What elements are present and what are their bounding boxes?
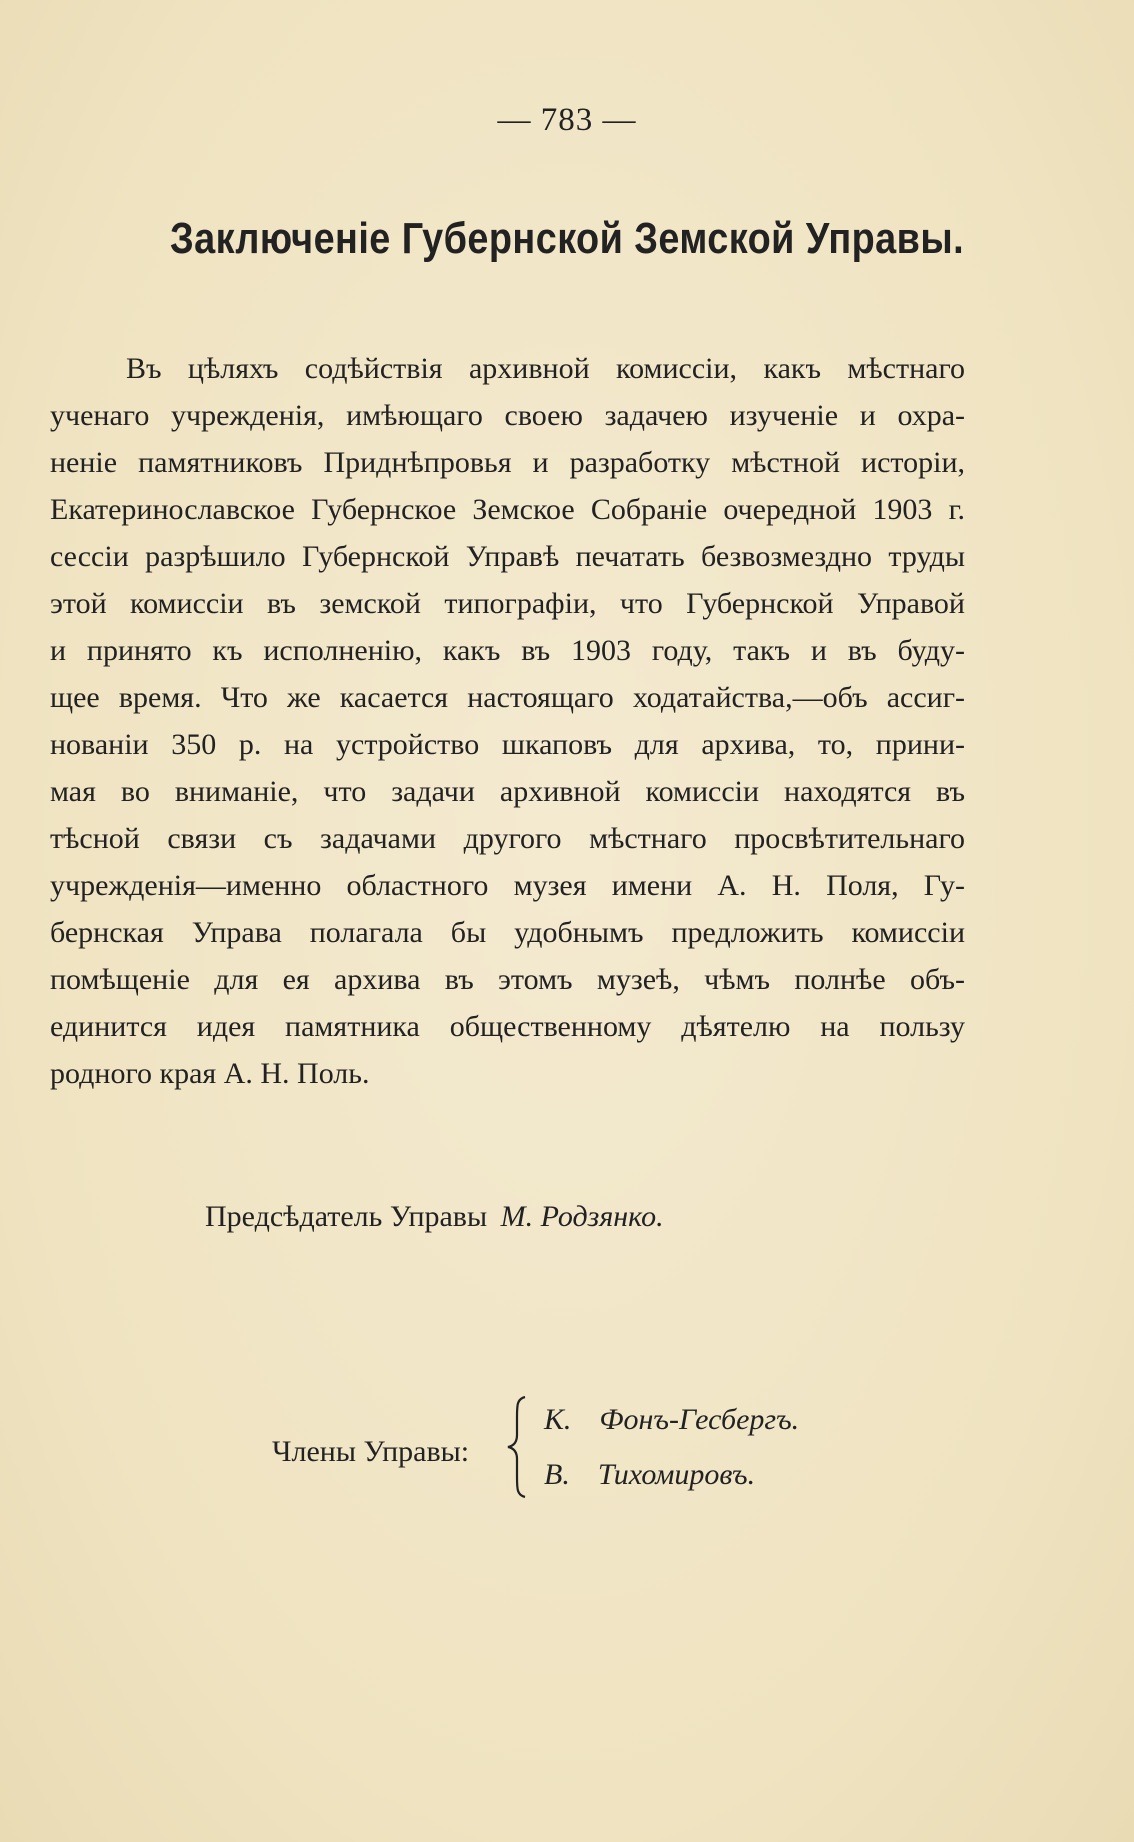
text-line: учрежденія—именно областного музея имени А. Н. Поля, Гу-	[50, 869, 965, 902]
curly-brace-icon	[505, 1395, 531, 1499]
chairman-signature-line	[205, 1200, 664, 1234]
text-line: бернская Управа полагала бы удобнымъ предложить комиссіи	[50, 916, 965, 949]
member-surname: Тихомировъ.	[597, 1458, 756, 1491]
text-line: помѣщеніе для ея архива въ этомъ музеѣ, чѣмъ полнѣе объ-	[50, 963, 965, 996]
text-line: этой комиссіи въ земской типографіи, что Губернской Управой	[50, 587, 965, 620]
text-line: Екатеринославское Губернское Земское Собраніе очередной 1903 г.	[50, 493, 965, 526]
member-initial: К.	[544, 1403, 572, 1436]
text-line: неніе памятниковъ Приднѣпровья и разработку мѣстной исторіи,	[50, 446, 965, 479]
page-title: Заключеніе Губернской Земской Управы.	[169, 214, 965, 263]
text-line: нованіи 350 р. на устройство шкаповъ для архива, то, прини-	[50, 728, 965, 761]
page-number: — 783 —	[497, 102, 637, 138]
chairman-name: М. Родзянко.	[500, 1200, 664, 1233]
member-surname: Фонъ-Гесбергъ.	[599, 1403, 800, 1436]
chairman-label: Предсѣдатель Управы	[205, 1200, 488, 1233]
members-label: Члены Управы:	[272, 1435, 470, 1468]
text-line: сессіи разрѣшило Губернской Управѣ печатать безвозмездно труды	[50, 540, 965, 573]
text-line: Въ цѣляхъ содѣйствія архивной комиссіи, какъ мѣстнаго	[126, 352, 965, 385]
member-name	[544, 1450, 799, 1505]
text-line: щее время. Что же касается настоящаго ходатайства,—объ ассиг-	[50, 681, 965, 714]
text-line: тѣсной связи съ задачами другого мѣстнаго просвѣтительнаго	[50, 822, 965, 855]
text-line: ученаго учрежденія, имѣющаго своею задачею изученіе и охра-	[50, 399, 965, 432]
body-paragraph	[50, 345, 965, 1097]
text-line: единится идея памятника общественному дѣятелю на пользу	[50, 1010, 965, 1043]
text-line: родного края А. Н. Поль.	[50, 1057, 370, 1090]
text-line: и принято къ исполненію, какъ въ 1903 году, такъ и въ буду-	[50, 634, 965, 667]
text-line: мая во вниманіе, что задачи архивной комиссіи находятся въ	[50, 775, 965, 808]
members-names	[544, 1395, 799, 1505]
member-name	[544, 1395, 799, 1450]
member-initial: В.	[544, 1458, 570, 1491]
